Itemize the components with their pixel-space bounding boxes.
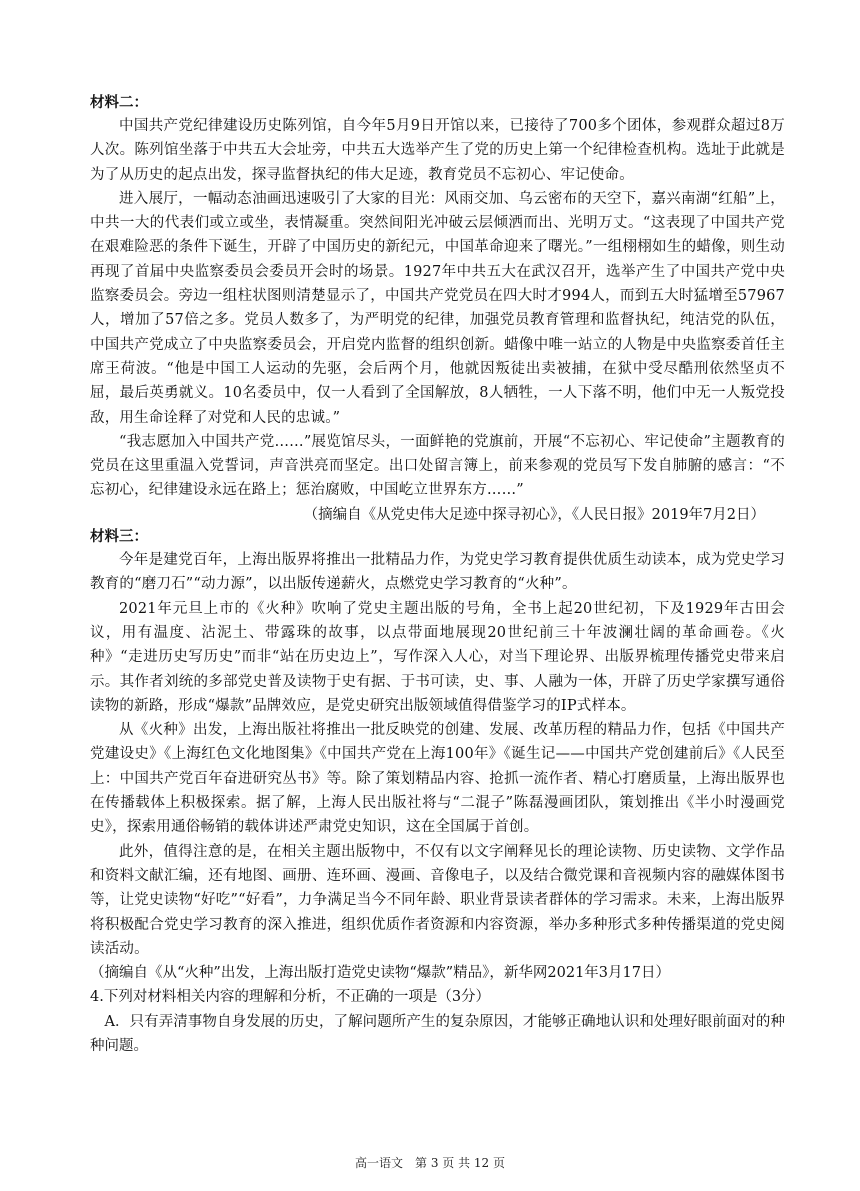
question-four: [90, 985, 785, 1058]
material-two-paragraph-3: “我志愿加入中国共产党……”展览馆尽头，一面鲜艳的党旗前，开展“不忘初心、牢记使命”主题教育的党员在这里重温入党誓词，声音洪亮而坚定。出口处留言簿上，前来参观的党员写下发自肺腑的感言：“不忘初心，纪律建设永远在路上；惩治腐败，中国屹立世界东方……”: [90, 433, 785, 499]
material-three-paragraph-2: 2021年元旦上市的《火种》吹响了党史主题出版的号角，全书上起20世纪初，下及1929年古田会议，用有温度、沾泥土、带露珠的故事，以点带面地展现20世纪前三十年波澜壮阔的革命画卷。《火种》“走进历史写历史”而非“站在历史边上”，写作深入人心，对当下理论界、出版界梳理传播党史带来启示。其作者刘统的多部党史普及读物于史有据、于书可读，史、事、人融为一体，开辟了历史学家撰写通俗读物的新路，形成“爆款”品牌效应，是党史研究出版领域值得借鉴学习的IP式样本。: [90, 600, 785, 714]
material-two-source: （摘编自《从党史伟大足迹中探寻初心》，《人民日报》2019年7月2日）: [303, 506, 765, 523]
material-three-paragraph-3: 从《火种》出发，上海出版社将推出一批反映党的创建、发展、改革历程的精品力作，包括《中国共产党建设史》《上海红色文化地图集》《中国共产党在上海100年》《诞生记——中国共产党创建前后》《人民至上：中国共产党百年奋进研究丛书》等。除了策划精品内容、抢抓一流作者、精心打磨质量，上海出版界也在传播载体上积极探索。据了解，上海人民出版社将与“二混子”陈磊漫画团队，策划推出《半小时漫画党史》，探索用通俗畅销的载体讲述严肃党史知识，这在全国属于首创。: [90, 722, 785, 836]
material-three-paragraph-4: 此外，值得注意的是，在相关主题出版物中，不仅有以文字阐释见长的理论读物、历史读物、文学作品和资料文献汇编，还有地图、画册、连环画、漫画、音像电子，以及结合微党课和音视频内容的融媒体图书等，让党史读物“好吃”“好看”，力争满足当今不同年龄、职业背景读者群体的学习需求。未来，上海出版界将积极配合党史学习教育的深入推进，组织优质作者资源和内容资源，举办多种形式多种传播渠道的党史阅读活动。: [90, 843, 785, 957]
page-footer: 高一语文 第 3 页 共 12 页: [355, 1156, 505, 1170]
material-three-paragraph-1: 今年是建党百年，上海出版界将推出一批精品力作，为党史学习教育提供优质生动读本，成为党史学习教育的“磨刀石”“动力源”，以出版传递薪火，点燃党史学习教育的“火种”。: [90, 552, 785, 593]
option-a: A．只有弄清事物自身发展的历史，了解问题所产生的复杂原因，才能够正确地认识和处理好眼前面对的种种问题。: [90, 1013, 785, 1054]
page-content: [90, 93, 785, 1058]
material-two-paragraph-1: 中国共产党纪律建设历史陈列馆，自今年5月9日开馆以来，已接待了700多个团体，参观群众超过8万人次。陈列馆坐落于中共五大会址旁，中共五大选举产生了党的历史上第一个纪律检查机构。选址于此就是为了从历史的起点出发，探寻监督执纪的伟大足迹，教育党员不忘初心、牢记使命。: [90, 118, 785, 183]
material-two-paragraph-2: 进入展厅，一幅动态油画迅速吸引了大家的目光：风雨交加、乌云密布的天空下，嘉兴南湖“红船”上，中共一大的代表们或立或坐，表情凝重。突然间阳光冲破云层倾洒而出、光明万丈。“这表现了中国共产党在艰难险恶的条件下诞生，开辟了中国历史的新纪元，中国革命迎来了曙光。”一组栩栩如生的蜡像，则生动再现了首届中央监察委员会委员开会时的场景。1927年中共五大在武汉召开，选举产生了中国共产党中央监察委员会。旁边一组柱状图则清楚显示了，中国共产党党员在四大时才994人，而到五大时猛增至57967人，增加了57倍之多。党员人数多了，为严明党的纪律，加强党员教育管理和监督执纪，纯洁党的队伍，中国共产党成立了中央监察委员会，开启党内监督的组织创新。蜡像中唯一站立的人物是中央监察委首任主席王荷波。“他是中国工人运动的先驱，会后两个月，他就因叛徒出卖被捕，在狱中受尽酷刑依然坚贞不屈，最后英勇就义。10名委员中，仅一人看到了全国解放，8人牺牲，一人下落不明，他们中无一人叛党投敌，用生命诠释了对党和人民的忠诚。”: [90, 190, 785, 426]
material-three-section: [90, 527, 785, 985]
material-three-source: （摘编自《从“火种”出发，上海出版打造党史读物“爆款”精品》，新华网2021年3月17日）: [90, 965, 670, 982]
material-two-heading: 材料二：: [90, 95, 148, 111]
material-three-heading: 材料三：: [90, 529, 148, 546]
question-stem: 4.下列对材料相关内容的理解和分析，不正确的一项是（3分）: [90, 989, 491, 1006]
material-two-section: [90, 93, 785, 527]
